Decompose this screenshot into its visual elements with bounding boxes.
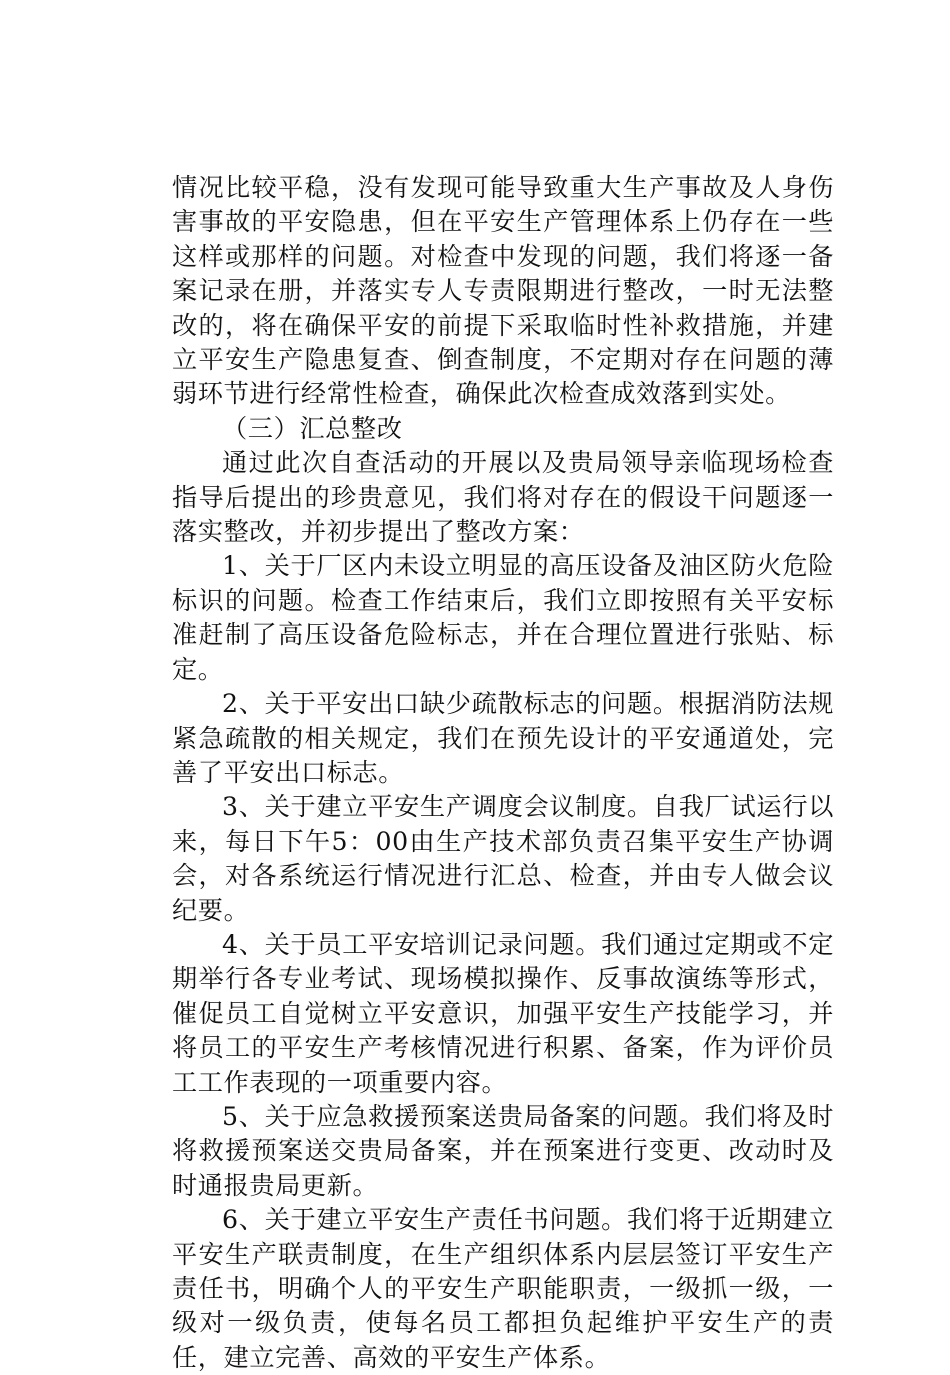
list-item-5: 5、关于应急救援预案送贵局备案的问题。我们将及时将救援预案送交贵局备案，并在预案进行变更、改动时及时通报贵局更新。	[172, 1101, 834, 1200]
section-heading: （三）汇总整改	[222, 413, 403, 443]
list-item-4: 4、关于员工平安培训记录问题。我们通过定期或不定期举行各专业考试、现场模拟操作、反事故演练等形式，催促员工自觉树立平安意识，加强平安生产技能学习，并将员工的平安生产考核情况进行积累、备案，作为评价员工工作表现的一项重要内容。	[172, 929, 834, 1097]
document-body	[172, 171, 834, 1375]
list-item-2: 2、关于平安出口缺少疏散标志的问题。根据消防法规紧急疏散的相关规定，我们在预先设计的平安通道处，完善了平安出口标志。	[172, 689, 834, 787]
list-item-3: 3、关于建立平安生产调度会议制度。自我厂试运行以来，每日下午5：00由生产技术部负责召集平安生产协调会，对各系统运行情况进行汇总、检查，并由专人做会议纪要。	[172, 792, 834, 925]
list-item-1: 1、关于厂区内未设立明显的高压设备及油区防火危险标识的问题。检查工作结束后，我们立即按照有关平安标准赶制了高压设备危险标志，并在合理位置进行张贴、标定。	[172, 551, 834, 684]
list-item-6: 6、关于建立平安生产责任书问题。我们将于近期建立平安生产联责制度，在生产组织体系内层层签订平安生产责任书，明确个人的平安生产职能职责，一级抓一级，一级对一级负责，使每名员工都担负起维护平安生产的责任，建立完善、高效的平安生产体系。	[172, 1205, 834, 1372]
paragraph-intro: 通过此次自查活动的开展以及贵局领导亲临现场检查指导后提出的珍贵意见，我们将对存在的假设干问题逐一落实整改，并初步提出了整改方案：	[172, 448, 834, 547]
paragraph-1: 情况比较平稳，没有发现可能导致重大生产事故及人身伤害事故的平安隐患，但在平安生产管理体系上仍存在一些这样或那样的问题。对检查中发现的问题，我们将逐一备案记录在册，并落实专人专责限期进行整改，一时无法整改的，将在确保平安的前提下采取临时性补救措施，并建立平安生产隐患复查、倒查制度，不定期对存在问题的薄弱环节进行经常性检查，确保此次检查成效落到实处。	[172, 173, 834, 409]
